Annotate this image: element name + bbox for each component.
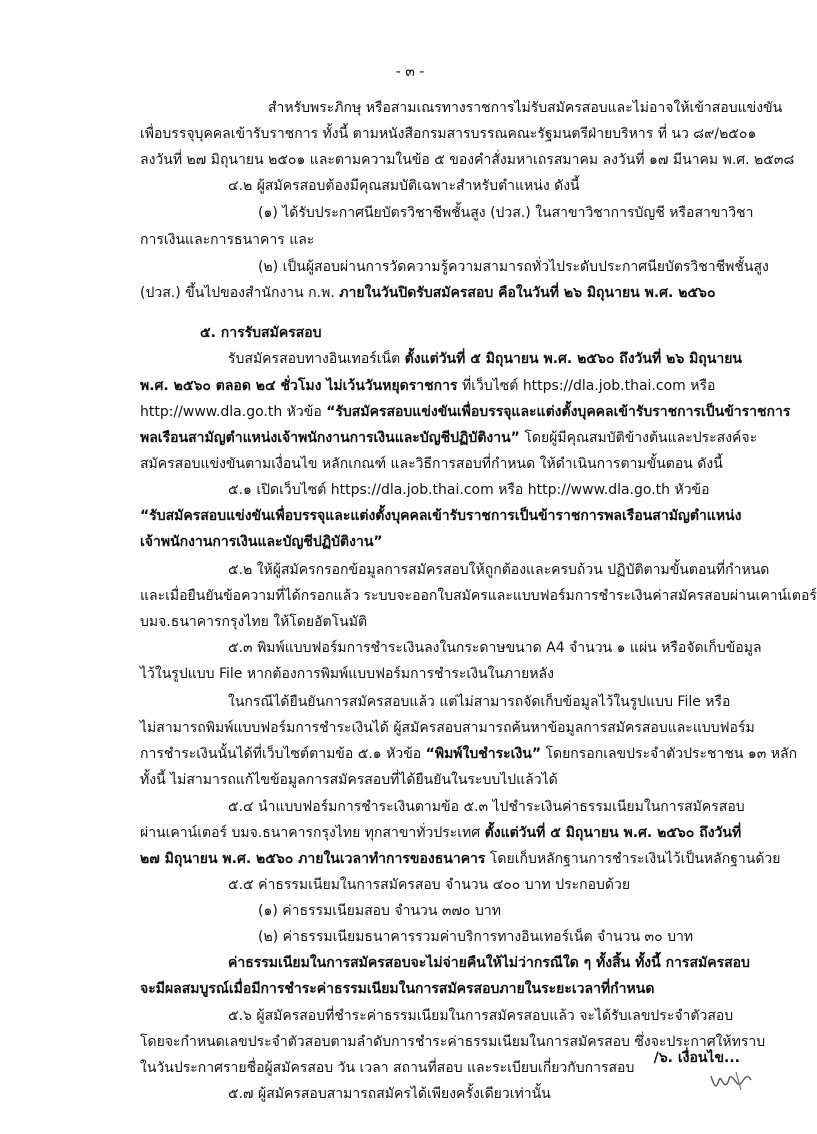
text-line: พ.ศ. ๒๕๖๐ ตลอด ๒๔ ชั่วโมง ไม่เว้นวันหยุดราชการ ที่เว็บไซต์ https://dla.job.thai.com หรือ <box>140 378 716 394</box>
text-line: http://www.dla.go.th หัวข้อ “รับสมัครสอบแข่งขันเพื่อบรรจุและแต่งตั้งบุคคลเข้ารับราชการเป็นข้าราชการ <box>140 404 791 420</box>
text-line: การชำระเงินนั้นได้ที่เว็บไซต์ตามข้อ ๕.๑ หัวข้อ “พิมพ์ใบชำระเงิน” โดยกรอกเลขประจำตัวประชาชน ๑๓ หลัก <box>140 746 798 762</box>
text-line: ๕.๔ นำแบบฟอร์มการชำระเงินตามข้อ ๕.๓ ไปชำระเงินค่าธรรมเนียมในการสมัครสอบ <box>228 799 745 815</box>
text-line: ไว้ในรูปแบบ File หากต้องการพิมพ์แบบฟอร์มการชำระเงินในภายหลัง <box>140 666 554 682</box>
text-line: ในกรณีได้ยืนยันการสมัครสอบแล้ว แต่ไม่สามารถจัดเก็บข้อมูลไว้ในรูปแบบ File หรือ <box>228 694 731 710</box>
text-line: เพื่อบรรจุบุคคลเข้ารับราชการ ทั้งนี้ ตามหนังสือกรมสารบรรณคณะรัฐมนตรีฝ่ายบริหาร ที่ นว ๘๙/๒๕๐๑ <box>140 126 757 142</box>
handwritten-initials <box>708 1068 754 1096</box>
text-line: โดยจะกำหนดเลขประจำตัวสอบตามลำดับการชำระค่าธรรมเนียมในการสมัครสอบ ซึ่งจะประกาศให้ทราบ <box>140 1034 766 1050</box>
continuation-note: /๖. เงื่อนไข... <box>653 1050 740 1066</box>
text-line: ในวันประกาศรายชื่อผู้สมัครสอบ วัน เวลา สถานที่สอบ และระเบียบเกี่ยวกับการสอบ <box>140 1060 635 1076</box>
text-line: ผ่านเคาน์เตอร์ บมจ.ธนาคารกรุงไทย ทุกสาขาทั่วประเทศ ตั้งแต่วันที่ ๕ มิถุนายน พ.ศ. ๒๕๖๐ ถึงวันที่ <box>140 825 742 841</box>
text-line: และเมื่อยืนยันข้อความที่ได้กรอกแล้ว ระบบจะออกใบสมัครและแบบฟอร์มการชำระเงินค่าสมัครสอบผ่านเคาน์เตอร์ <box>140 588 817 604</box>
text-line: บมจ.ธนาคารกรุงไทย ให้โดยอัตโนมัติ <box>140 614 368 630</box>
page-number: - ๓ - <box>395 64 425 80</box>
text-line: ๕.๗ ผู้สมัครสอบสามารถสมัครได้เพียงครั้งเดียวเท่านั้น <box>228 1086 551 1102</box>
text-line: ๕.๑ เปิดเว็บไซต์ https://dla.job.thai.com หรือ http://www.dla.go.th หัวข้อ <box>228 482 710 498</box>
text-line: ไม่สามารถพิมพ์แบบฟอร์มการชำระเงินได้ ผู้สมัครสอบสามารถค้นหาข้อมูลการสมัครสอบและแบบฟอร์ม <box>140 720 755 736</box>
text-line: สมัครสอบแข่งขันตามเงื่อนไข หลักเกณฑ์ และวิธีการสอบที่กำหนด ให้ดำเนินการตามขั้นตอน ดังนี้ <box>140 456 723 472</box>
text-line: ๕.๒ ให้ผู้สมัครกรอกข้อมูลการสมัครสอบให้ถูกต้องและครบถ้วน ปฏิบัติตามขั้นตอนที่กำหนด <box>228 562 770 578</box>
text-line: ๕.๕ ค่าธรรมเนียมในการสมัครสอบ จำนวน ๔๐๐ บาท ประกอบด้วย <box>228 877 631 893</box>
text-line: ลงวันที่ ๒๗ มิถุนายน ๒๕๐๑ และตามความในข้อ ๕ ของคำสั่งมหาเถรสมาคม ลงวันที่ ๑๗ มีนาคม พ.ศ. ๒๕๓๘ <box>140 152 795 168</box>
text-line: “รับสมัครสอบแข่งขันเพื่อบรรจุและแต่งตั้งบุคคลเข้ารับราชการเป็นข้าราชการพลเรือนสามัญตำแหน่ง <box>140 508 742 524</box>
text-line: ทั้งนี้ ไม่สามารถแก้ไขข้อมูลการสมัครสอบที่ได้ยืนยันในระบบไปแล้วได้ <box>140 772 558 788</box>
text-line: ค่าธรรมเนียมในการสมัครสอบจะไม่จ่ายคืนให้ไม่ว่ากรณีใด ๆ ทั้งสิ้น ทั้งนี้ การสมัครสอบ <box>228 955 750 971</box>
text-line: รับสมัครสอบทางอินเทอร์เน็ต ตั้งแต่วันที่ ๕ มิถุนายน พ.ศ. ๒๕๖๐ ถึงวันที่ ๒๖ มิถุนายน <box>228 351 742 367</box>
text-line: ๒๗ มิถุนายน พ.ศ. ๒๕๖๐ ภายในเวลาทำการของธนาคาร โดยเก็บหลักฐานการชำระเงินไว้เป็นหลักฐานด้วย <box>140 851 781 867</box>
text-line: ๕.๓ พิมพ์แบบฟอร์มการชำระเงินลงในกระดาษขนาด A4 จำนวน ๑ แผ่น หรือจัดเก็บข้อมูล <box>228 640 762 656</box>
text-line: จะมีผลสมบูรณ์เมื่อมีการชำระค่าธรรมเนียมในการสมัครสอบภายในระยะเวลาที่กำหนด <box>140 981 655 997</box>
text-line: สำหรับพระภิกษุ หรือสามเณรทางราชการไม่รับสมัครสอบและไม่อาจให้เข้าสอบแข่งขัน <box>268 100 783 116</box>
text-line: (๒) ค่าธรรมเนียมธนาคารรวมค่าบริการทางอินเทอร์เน็ต จำนวน ๓๐ บาท <box>258 929 694 945</box>
text-line: ๔.๒ ผู้สมัครสอบต้องมีคุณสมบัติเฉพาะสำหรับตำแหน่ง ดังนี้ <box>228 178 580 194</box>
section-heading: ๕. การรับสมัครสอบ <box>200 325 322 341</box>
text-line: (๑) ค่าธรรมเนียมสอบ จำนวน ๓๗๐ บาท <box>258 903 501 919</box>
text-line: การเงินและการธนาคาร และ <box>140 232 315 248</box>
text-line: พลเรือนสามัญตำแหน่งเจ้าพนักงานการเงินและบัญชีปฏิบัติงาน” โดยผู้มีคุณสมบัติข้างต้นและประสงค์จะ <box>140 430 758 446</box>
text-line: (๑) ได้รับประกาศนียบัตรวิชาชีพชั้นสูง (ปวส.) ในสาขาวิชาการบัญชี หรือสาขาวิชา <box>258 205 754 221</box>
text-line: ๕.๖ ผู้สมัครสอบที่ชำระค่าธรรมเนียมในการสมัครสอบแล้ว จะได้รับเลขประจำตัวสอบ <box>228 1008 734 1024</box>
text-line: เจ้าพนักงานการเงินและบัญชีปฏิบัติงาน” <box>140 534 383 550</box>
text-line: (ปวส.) ขึ้นไปของสำนักงาน ก.พ. ภายในวันปิดรับสมัครสอบ คือในวันที่ ๒๖ มิถุนายน พ.ศ. ๒๕๖๐ <box>140 285 716 301</box>
text-line: (๒) เป็นผู้สอบผ่านการวัดความรู้ความสามารถทั่วไประดับประกาศนียบัตรวิชาชีพชั้นสูง <box>258 259 769 275</box>
